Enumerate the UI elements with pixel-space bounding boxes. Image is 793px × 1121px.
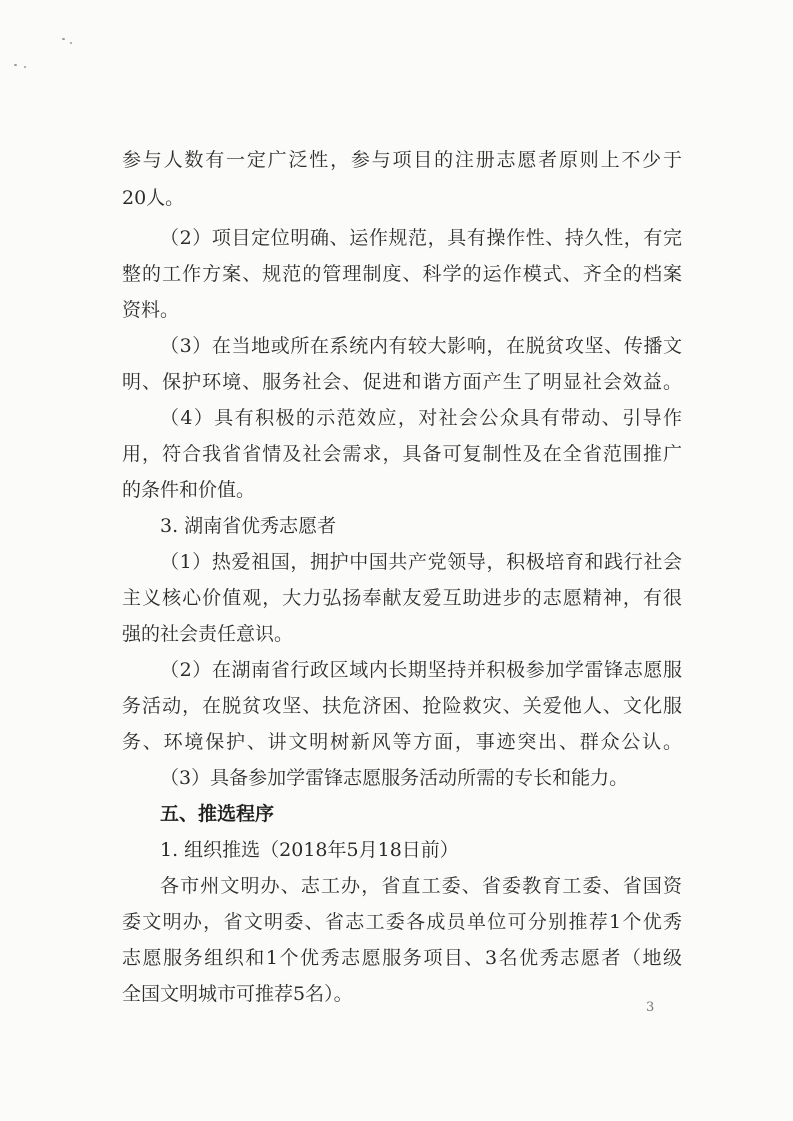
body-line: 主义核心价值观，大力弘扬奉献友爱互助进步的志愿精神，有很 — [122, 587, 682, 609]
section-subheading: 3. 湖南省优秀志愿者 — [160, 515, 337, 537]
body-line: （2）在湖南省行政区域内长期坚持并积极参加学雷锋志愿服 — [160, 659, 682, 681]
scan-speck — [24, 66, 26, 68]
body-line: 全国文明城市可推荐5名）。 — [122, 983, 353, 1005]
scan-speck — [14, 64, 17, 66]
scan-speck — [70, 42, 72, 44]
section-heading: 五、推选程序 — [160, 803, 275, 825]
body-line: 各市州文明办、志工办，省直工委、省委教育工委、省国资 — [160, 875, 682, 897]
section-subheading: 1. 组织推选（2018年5月18日前） — [160, 839, 459, 861]
body-line: （3）具备参加学雷锋志愿服务活动所需的专长和能力。 — [160, 767, 629, 789]
body-line: 强的社会责任意识。 — [122, 623, 294, 645]
body-line: 明、保护环境、服务社会、促进和谐方面产生了明显社会效益。 — [122, 371, 682, 393]
body-line: （3）在当地或所在系统内有较大影响，在脱贫攻坚、传播文 — [160, 335, 682, 357]
body-line: 委文明办，省文明委、省志工委各成员单位可分别推荐1个优秀 — [122, 911, 682, 933]
body-line: 用，符合我省省情及社会需求，具备可复制性及在全省范围推广 — [122, 443, 682, 465]
body-line: （1）热爱祖国，拥护中国共产党领导，积极培育和践行社会 — [160, 551, 682, 573]
body-line: （2）项目定位明确、运作规范，具有操作性、持久性，有完 — [160, 227, 682, 249]
body-line: 务、环境保护、讲文明树新风等方面，事迹突出、群众公认。 — [122, 731, 682, 753]
body-line: 务活动，在脱贫攻坚、扶危济困、抢险救灾、关爱他人、文化服 — [122, 695, 682, 717]
page-number: 3 — [646, 1000, 655, 1015]
body-line: 资料。 — [122, 299, 180, 321]
body-line: 20人。 — [122, 187, 185, 209]
scan-speck — [62, 38, 65, 40]
body-line: 参与人数有一定广泛性，参与项目的注册志愿者原则上不少于 — [122, 149, 682, 171]
body-line: 志愿服务组织和1个优秀志愿服务项目、3名优秀志愿者（地级 — [122, 947, 682, 969]
body-line: 整的工作方案、规范的管理制度、科学的运作模式、齐全的档案 — [122, 263, 682, 285]
body-line: （4）具有积极的示范效应，对社会公众具有带动、引导作 — [160, 407, 682, 429]
body-line: 的条件和价值。 — [122, 479, 256, 501]
